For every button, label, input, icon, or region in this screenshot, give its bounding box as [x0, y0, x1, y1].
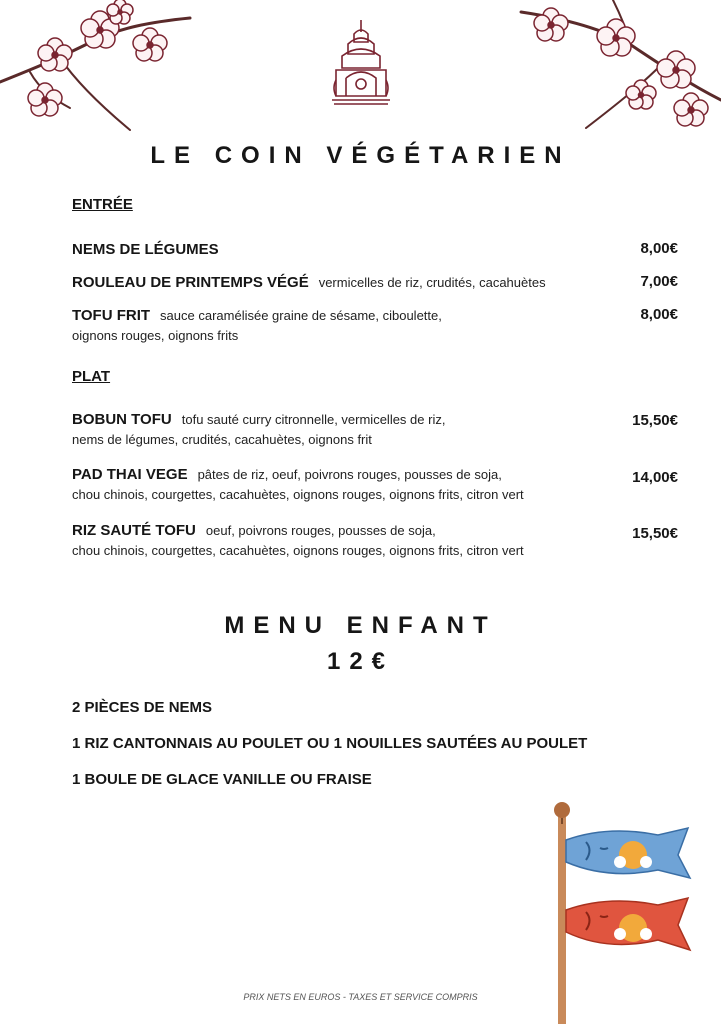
- kids-menu-line: 1 BOULE DE GLACE VANILLE OU FRAISE: [72, 771, 372, 788]
- kids-menu-price: 12€: [326, 648, 395, 675]
- menu-item: [72, 410, 678, 450]
- item-name: TOFU FRIT: [72, 307, 151, 324]
- item-name: PAD THAI VEGE: [72, 466, 188, 483]
- item-price: 8,00€: [640, 306, 678, 323]
- section-heading-plat: PLAT: [72, 368, 111, 385]
- item-price: 15,50€: [632, 412, 678, 429]
- item-desc: vermicelles de riz, crudités, cacahuètes: [318, 275, 546, 290]
- koinobori-icon: [548, 800, 698, 1024]
- item-name: ROULEAU DE PRINTEMPS VÉGÉ: [72, 274, 309, 291]
- item-price: 7,00€: [640, 273, 678, 290]
- temple-emblem-icon: [330, 18, 392, 108]
- footer-note: PRIX NETS EN EUROS - TAXES ET SERVICE COMPRIS: [243, 992, 478, 1002]
- item-desc: pâtes de riz, oeuf, poivrons rouges, pousses de soja,: [197, 467, 502, 482]
- cherry-blossom-right-icon: [491, 0, 721, 140]
- item-name: RIZ SAUTÉ TOFU: [72, 522, 196, 539]
- menu-item: [72, 465, 678, 505]
- section-heading-entree: ENTRÉE: [72, 196, 133, 213]
- menu-item: [72, 306, 678, 346]
- item-price: 14,00€: [632, 469, 678, 486]
- item-name: BOBUN TOFU: [72, 411, 172, 428]
- menu-item: [72, 273, 678, 293]
- menu-item: [72, 521, 678, 561]
- cherry-blossom-left-icon: [0, 0, 220, 140]
- kids-menu-line: 1 RIZ CANTONNAIS AU POULET OU 1 NOUILLES SAUTÉES AU POULET: [72, 735, 588, 752]
- item-price: 15,50€: [632, 525, 678, 542]
- kids-menu-title: MENU ENFANT: [224, 612, 497, 639]
- item-desc: tofu sauté curry citronnelle, vermicelles de riz,: [181, 412, 446, 427]
- kids-menu-line: 2 PIÈCES DE NEMS: [72, 699, 213, 716]
- page-title: LE COIN VÉGÉTARIEN: [150, 142, 571, 169]
- item-desc-continued: chou chinois, courgettes, cacahuètes, oignons rouges, oignons frits, citron vert: [72, 543, 524, 558]
- item-name: NEMS DE LÉGUMES: [72, 241, 219, 258]
- item-desc: sauce caramélisée graine de sésame, ciboulette,: [160, 308, 442, 323]
- item-desc-continued: oignons rouges, oignons frits: [72, 328, 239, 343]
- item-desc-continued: chou chinois, courgettes, cacahuètes, oignons rouges, oignons frits, citron vert: [72, 487, 524, 502]
- item-desc-continued: nems de légumes, crudités, cacahuètes, oignons frit: [72, 432, 372, 447]
- menu-item: [72, 240, 678, 260]
- item-desc: oeuf, poivrons rouges, pousses de soja,: [205, 523, 436, 538]
- item-price: 8,00€: [640, 240, 678, 257]
